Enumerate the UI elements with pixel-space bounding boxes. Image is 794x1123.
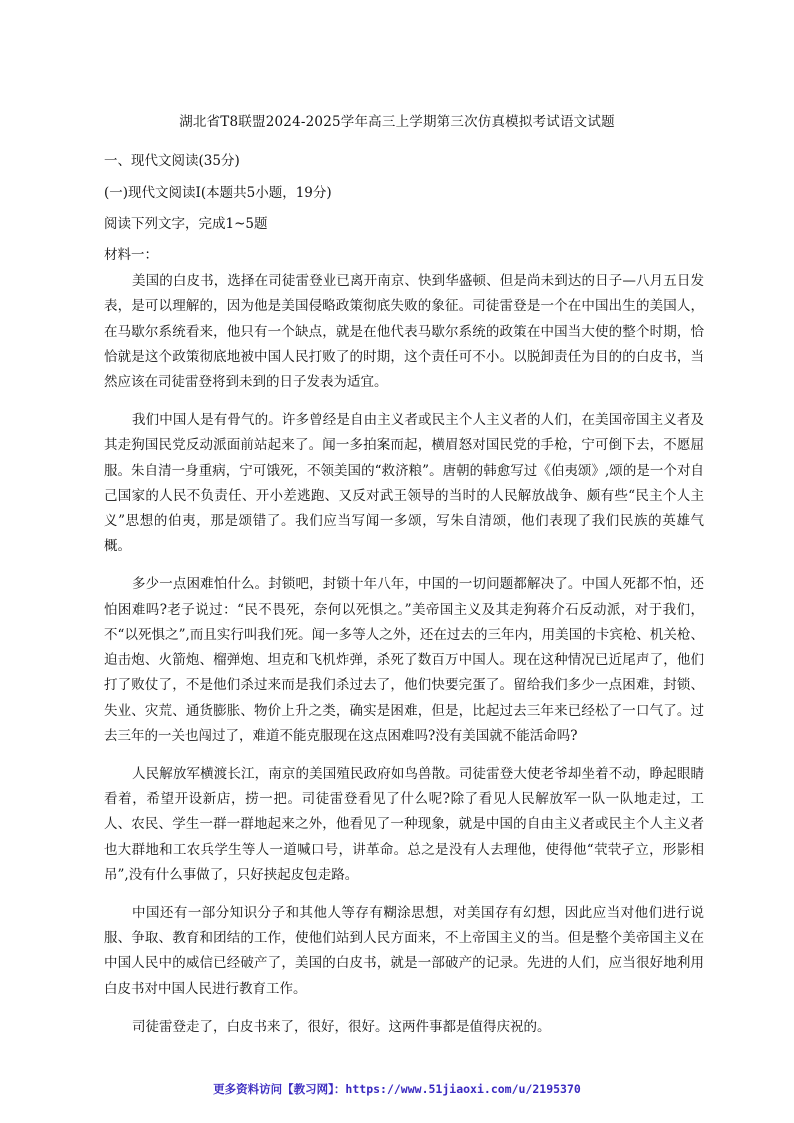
paragraph: 中国还有一部分知识分子和其他人等存有糊涂思想，对美国存有幻想，因此应当对他们进行说服、争取、教育和团结的工作，使他们站到人民方面来，不上帝国主义的当。但是整个美帝国主义在中国人民中的威信已经破产了，美国的白皮书，就是一部破产的记录。先进的人们，应当很好地利用白皮书对中国人民进行教育工作。 — [104, 904, 704, 997]
paragraph: 美国的白皮书，选择在司徒雷登业已离开南京、快到华盛顿、但是尚未到达的日子—八月五日发表，是可以理解的，因为他是美国侵略政策彻底失败的象征。司徒雷登是一个在中国出生的美国人，在马歇尔系统看来，他只有一个缺点，就是在他代表马歇尔系统的政策在中国当大使的整个时期，恰恰就是这个政策彻底地被中国人民打败了的时期，这个责任可不小。以脱卸责任为目的的白皮书，当然应该在司徒雷登将到未到的日子发表为适宜。 — [104, 273, 704, 391]
footer-link[interactable]: 更多资料访问【教习网】：https://www.51jiaoxi.com/u/2195370 — [213, 1082, 581, 1096]
paragraph: 司徒雷登走了，白皮书来了，很好，很好。这两件事都是值得庆祝的。 — [132, 1018, 551, 1035]
document-title: 湖北省T8联盟2024-2025学年高三上学期第三次仿真模拟考试语文试题 — [179, 114, 615, 130]
reading-instruction: 阅读下列文字，完成1~5题 — [104, 216, 268, 232]
section-heading: 一、现代文阅读(35分) — [104, 153, 240, 169]
paragraph: 我们中国人是有骨气的。许多曾经是自由主义者或民主个人主义者的人们，在美国帝国主义者及其走狗国民党反动派面前站起来了。闻一多拍案而起，横眉怒对国民党的手枪，宁可倒下去，不愿屈服。朱自清一身重病，宁可饿死，不领美国的“救济粮”。唐朝的韩愈写过《伯夷颂》,颂的是一个对自己国家的人民不负责任、开小差逃跑、又反对武王领导的当时的人民解放战争、颇有些“民主个人主义”思想的伯夷，那是颂错了。我们应当写闻一多颂，写朱自清颂，他们表现了我们民族的英雄气概。 — [104, 411, 704, 555]
material-label: 材料一： — [104, 247, 158, 263]
material-body — [104, 269, 704, 1052]
paragraph: 人民解放军横渡长江，南京的美国殖民政府如鸟兽散。司徒雷登大使老爷却坐着不动，睁起眼睛看着，希望开设新店，捞一把。司徒雷登看见了什么呢?除了看见人民解放军一队一队地走过，工人、农民、学生一群一群地起来之外，他看见了一种现象，就是中国的自由主义者或民主个人主义者也大群地和工农兵学生等人一道喊口号，讲革命。总之是没有人去理他，使得他“茕茕孑立，形影相吊”,没有什么事做了，只好挟起皮包走路。 — [104, 765, 704, 884]
paragraph: 多少一点困难怕什么。封锁吧，封锁十年八年，中国的一切问题都解决了。中国人死都不怕，还怕困难吗?老子说过：“民不畏死，奈何以死惧之。”美帝国主义及其走狗蒋介石反动派，对于我们，不“以死惧之”,而且实行叫我们死。闻一多等人之外，还在过去的三年内，用美国的卡宾枪、机关枪、迫击炮、火箭炮、榴弹炮、坦克和飞机炸弹，杀死了数百万中国人。现在这种情况已近尾声了，他们打了败仗了，不是他们杀过来而是我们杀过去了，他们快要完蛋了。留给我们多少一点困难，封锁、失业、灾荒、通货膨胀、物价上升之类，确实是困难，但是，比起过去三年来已经松了一口气了。过去三年的一关也闯过了，难道不能克服现在这点困难吗?没有美国就不能活命吗? — [104, 576, 704, 745]
subsection-heading: (一)现代文阅读I(本题共5小题，19分) — [104, 185, 332, 201]
